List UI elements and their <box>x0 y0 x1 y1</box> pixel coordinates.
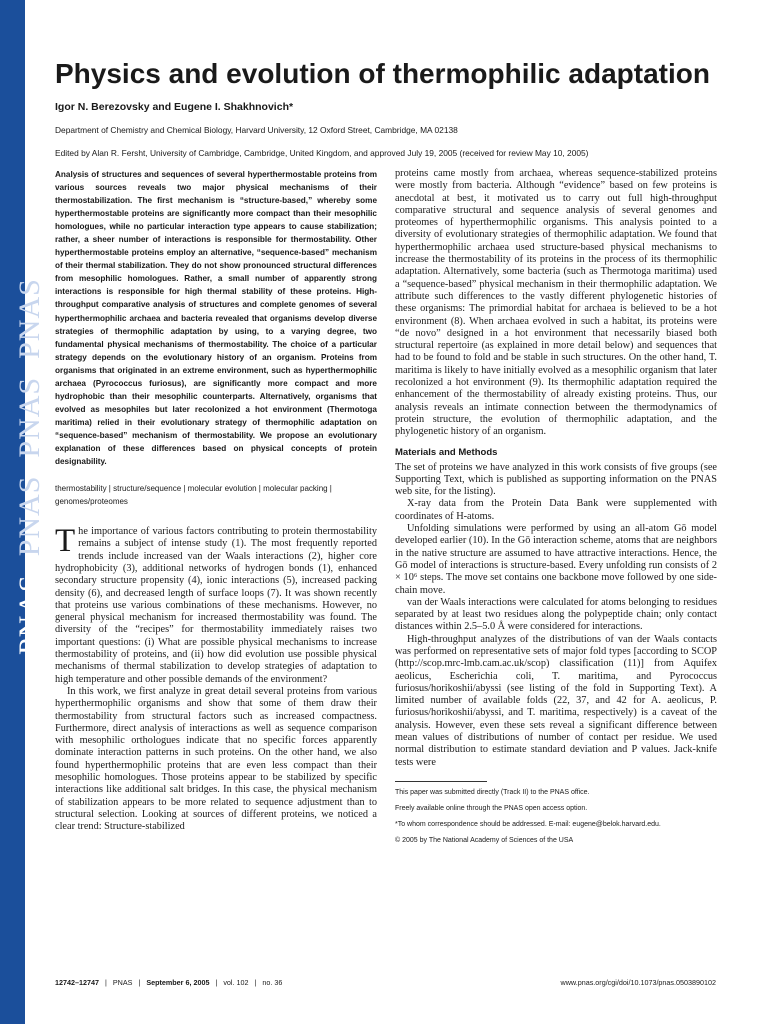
doi-link[interactable]: www.pnas.org/cgi/doi/10.1073/pnas.0503890102 <box>560 978 716 987</box>
footnote-divider <box>395 781 487 782</box>
introduction <box>55 523 377 833</box>
issue-number: no. 36 <box>262 978 283 987</box>
page-range: 12742–12747 <box>55 978 99 987</box>
page-footer-citation: 12742–12747 | PNAS | September 6, 2005 | vol. 102 | no. 36 <box>55 978 283 987</box>
section-heading-methods: Materials and Methods <box>395 446 498 458</box>
watermark-word: PNAS <box>13 278 46 359</box>
methods-paragraph: X-ray data from the Protein Data Bank were supplemented with coordinates of H-atoms. <box>395 498 717 522</box>
abstract: Analysis of structures and sequences of several hyperthermostable proteins from various sources reveals two major physical mechanisms of their thermostabilization. The first mechanism is “structure-based,” whereby some hyperthermostable proteins are significantly more compact than their mesophilic homologues, while no particular interaction type appears to cause stabilization; rather, a sheer number of interactions is responsible for thermostability. Other hyperthermostable proteins employ an alternative, “sequence-based” mechanism of their thermal stabilization. They do not show pronounced structural differences from mesophilic homologues. Rather, a small number of apparently strong interactions is responsible for high thermal stability of these proteins. High-throughput comparative analysis of structures and complete genomes of several hyperthermophilic archaea and bacteria revealed that organisms develop diverse strategies of thermophilic adaptation by using, to a varying degree, two fundamental physical mechanisms of thermostability. The choice of a particular strategy depends on the evolutionary history of an organism. Proteins from organisms that originated in an extreme environment, such as hyperthermophilic archaea (Pyrococcus furiosus), are significantly more compact and more hydrophobic than their mesophilic counterparts. Alternatively, organisms that evolved as mesophiles but later recolonized a hot environment (Thermotoga maritima) relied in their evolutionary strategy of thermophilic adaptation on “sequence-based” mechanism of thermostability. We propose an evolutionary explanation of these differences based on physical concepts of protein designability. <box>55 170 377 467</box>
watermark-word: PNAS <box>13 574 46 655</box>
drop-cap: T <box>55 523 76 560</box>
footnote-copyright: © 2005 by The National Academy of Sciences of the USA <box>395 836 574 844</box>
watermark-word: PNAS <box>13 376 46 458</box>
intro-paragraph: In this work, we first analyze in great detail several proteins from various hyperthermophilic organisms and show that some of them draw their thermostability from structural factors such as increased compactness. Furthermore, direct analysis of interactions as well as sequence comparison with mesophilic orthologues indicate that no specific forces apparently dominate interaction patterns in such proteins. On the other hand, we also found hyperthermophilic proteins that are even less compact than their mesophilic homologues. Those proteins appear to be stabilized by specific interactions like additional salt bridges. In this case, the physical mechanism of stabilization appears to be more related to sequence adjustment than to structural selection. Looking at sources of different proteins, we noticed a clear trend: Structure-stabilized <box>55 685 377 833</box>
issue-date: September 6, 2005 <box>146 978 210 987</box>
author-list: Igor N. Berezovsky and Eugene I. Shakhnovich* <box>55 101 294 113</box>
body-paragraph: proteins came mostly from archaea, whereas sequence-stabilized proteins were mostly from bacteria. Although “evidence” based on few proteins is anecdotal at best, it motivated us to carry out full high-throughput comparative structural and sequence analysis of several genomes and proteomes of hyperthermophilic organisms. This analysis pointed to a diversity of evolutionary strategies of thermophilic adaptation. We found that hyperthermophilic archaea used structure-based physical mechanisms to increase the thermostability of its proteins in the process of its thermophilic adaptation. Alternatively, some bacteria (such as Thermotoga maritima) used a “sequence-based” physical mechanism in their thermophilic adaptation. We attribute such differences to the vastly different phylogenetic histories of these organisms: The primordial habitat for archaea is believed to be a hot environment (8). When archaea evolved in such a habitat, its proteins were “de novo” designed in a hot environment that necessarily biased both structural repertoire (as explained in more detail below) and sequences that had to be found to fold and be stable in such structures. On the other hand, T. maritima is likely to have initially evolved as a mesophilic organism that later recolonized a hot environment (9). Its thermophilic adaptation required the enhancement of the thermostability of already existing proteins. Thus, our analysis reveals an intimate connection between the thermodynamics of protein structure, the evolution of thermophilic adaptation, and the phylogenetic history of an organism. <box>395 168 717 438</box>
intro-paragraph <box>55 523 377 686</box>
right-column <box>395 168 717 852</box>
pnas-watermark <box>13 260 47 655</box>
intro-paragraph-text: he importance of various factors contributing to protein thermostability remains a subject of intense study (1). The most frequently reported trends include increased van der Waals interactions (2), higher core hydrophobicity (3), additional networks of hydrogen bonds (1), enhanced secondary structure propensity (4), ionic interactions (5), increased packing density (6), and decreased length of surface loops (7). It was shown recently that proteins use various combinations of these mechanisms. However, no general physical mechanism for increased thermostability was found. The diversity of the “recipes” for thermostability immediately raises two important questions: (i) What are possible physical mechanisms to increase thermostability of proteins, and (ii) how did evolution use possible physical mechanisms of thermal stabilization to develop strategies of adaptation to high temperature and other possible demands of the environment? <box>55 526 377 685</box>
methods-paragraph: Unfolding simulations were performed by using an all-atom Gō model developed earlier (10). In the Gō interaction scheme, atoms that are neighbors in the native structure are assumed to have attractive interactions. Hence, the Gō model of interactions is structure-based. Every unfolding run consists of 2 × 10⁶ steps. The move set contains one backbone move followed by one side-chain move. <box>395 523 717 596</box>
volume: vol. 102 <box>223 978 249 987</box>
editor-note: Edited by Alan R. Fersht, University of Cambridge, Cambridge, United Kingdom, and approved July 19, 2005 (received for review May 10, 2005) <box>55 148 589 158</box>
footnote: Freely available online through the PNAS open access option. <box>395 804 588 812</box>
footnote-correspondence: *To whom correspondence should be addressed. E-mail: eugene@belok.harvard.edu. <box>395 820 661 828</box>
left-column <box>55 168 377 834</box>
keywords: thermostability | structure/sequence | molecular evolution | molecular packing | genomes/proteomes <box>55 484 332 507</box>
methods-paragraph: The set of proteins we have analyzed in this work consists of five groups (see Supporting Text, which is published as supporting information on the PNAS web site, for the listing). <box>395 461 717 498</box>
methods-paragraph: High-throughput analyzes of the distributions of van der Waals contacts was performed on representative sets of major fold types [according to SCOP (http://scop.mrc-lmb.cam.ac.uk/scop) classification (11)] from Aquifex aeolicus, Escherichia coli, T. maritima, and Pyrococcus furiosus/horikoshii/abyssi (see listing of the fold in Supporting Text). A limited number of available folds (22, 37, and 42 for A. aeolicus, P. furiosus/horikoshii/abyssi, and T. maritima, respectively) is a caveat of the analysis. However, even these sets reveal a significant difference between mean values of distributions of number of contact per residue. We used normal distribution to estimate standard deviation and P values. Jack-knife tests were <box>395 633 717 768</box>
pnas-sidebar <box>0 0 46 1024</box>
paper-title: Physics and evolution of thermophilic adaptation <box>55 58 710 89</box>
watermark-word: PNAS <box>13 475 46 557</box>
journal-name: PNAS <box>112 978 133 987</box>
affiliation: Department of Chemistry and Chemical Biology, Harvard University, 12 Oxford Street, Cambridge, MA 02138 <box>55 125 458 135</box>
methods-paragraph: van der Waals interactions were calculated for atoms belonging to residues separated by at least two residues along the polypeptide chain; only contact distances within 2.5–5.0 Å were considered for interactions. <box>395 596 717 633</box>
footnote: This paper was submitted directly (Track II) to the PNAS office. <box>395 788 590 796</box>
